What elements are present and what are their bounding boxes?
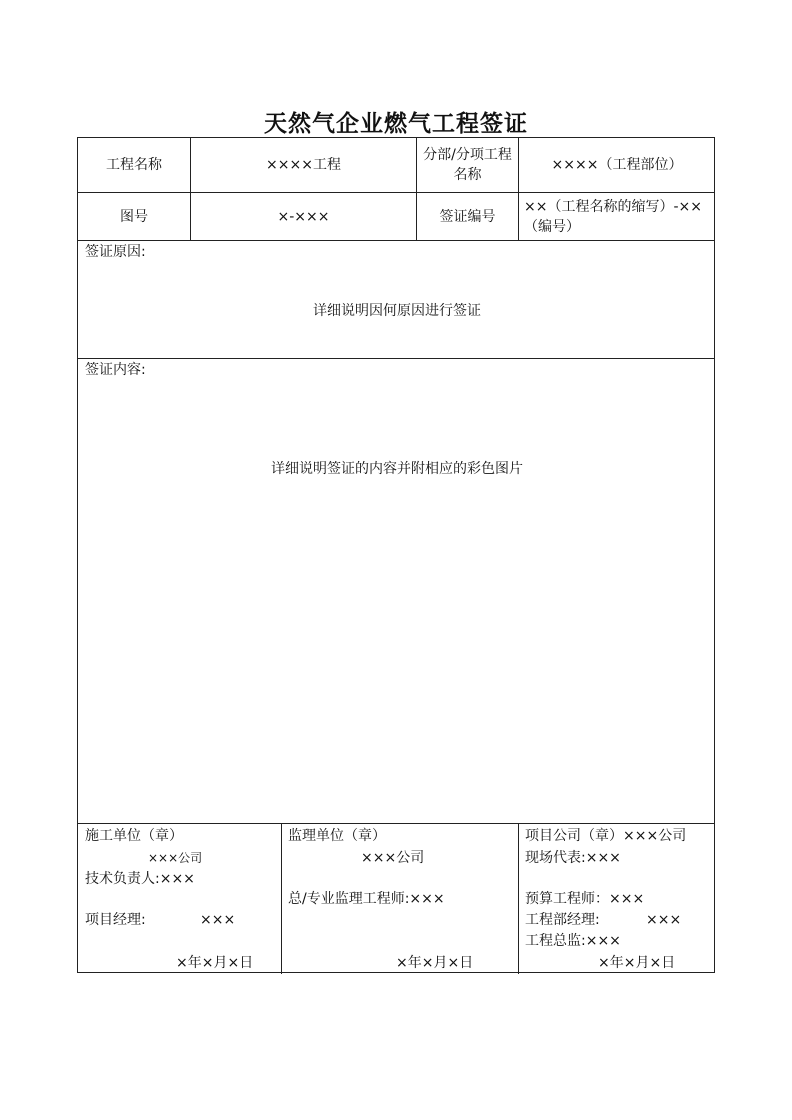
sub-item-value: ××××（工程部位） (551, 157, 683, 173)
project-chief-supervisor: 工程总监:××× (525, 933, 621, 949)
visa-form (77, 137, 715, 973)
row-divider (78, 823, 714, 824)
col-divider (518, 823, 519, 974)
project-name-label: 工程名称 (106, 157, 162, 173)
drawing-no-value: ×-××× (277, 208, 330, 225)
supervision-company: ×××公司 (361, 850, 425, 866)
content-text: 详细说明签证的内容并附相应的彩色图片 (271, 461, 523, 477)
construction-manager-label: 项目经理: (85, 912, 146, 928)
project-name-value: ××××工程 (266, 157, 341, 173)
col-divider (281, 823, 282, 974)
supervision-unit-label: 监理单位（章） (288, 828, 386, 844)
project-company-label: 项目公司（章）×××公司 (525, 828, 687, 844)
construction-date: ×年×月×日 (176, 955, 254, 971)
project-company-date: ×年×月×日 (598, 955, 676, 971)
row-divider (78, 358, 714, 359)
construction-tech-lead: 技术负责人:××× (85, 871, 195, 887)
construction-manager-value: ××× (200, 912, 236, 928)
supervision-engineer: 总/专业监理工程师:××× (288, 891, 445, 907)
content-label: 签证内容: (85, 362, 146, 378)
drawing-no-label: 图号 (120, 208, 148, 225)
construction-unit-label: 施工单位（章） (85, 828, 183, 844)
construction-company: ×××公司 (148, 851, 203, 865)
reason-text: 详细说明因何原因进行签证 (313, 303, 481, 319)
project-dept-manager-value: ××× (646, 912, 682, 928)
visa-no-value: ××（工程名称的缩写）-××（编号） (524, 198, 702, 235)
project-dept-manager-label: 工程部经理: (525, 912, 600, 928)
project-site-rep: 现场代表:××× (525, 850, 621, 866)
visa-no-label: 签证编号 (439, 208, 496, 225)
row-divider (78, 240, 714, 241)
project-budget-engineer: 预算工程师：××× (525, 891, 645, 907)
sub-item-label: 分部/分项工程名称 (423, 147, 512, 183)
page-title: 天然气企业燃气工程签证 (264, 110, 528, 137)
supervision-date: ×年×月×日 (396, 955, 474, 971)
reason-label: 签证原因: (85, 244, 146, 260)
